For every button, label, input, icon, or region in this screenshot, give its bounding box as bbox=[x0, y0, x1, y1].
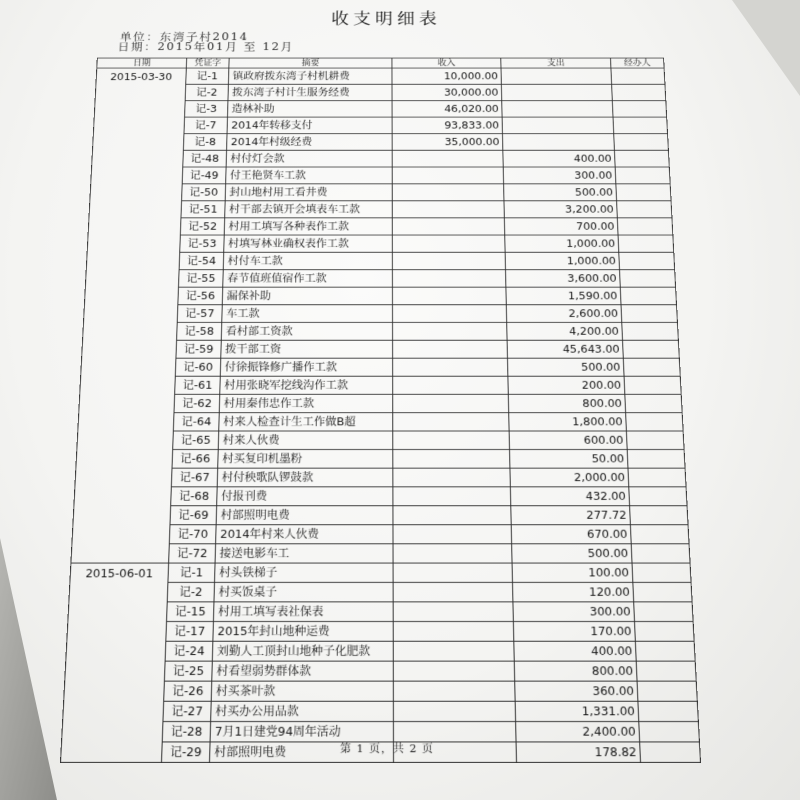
ledger-table-area bbox=[60, 58, 700, 762]
date-cell: 2015-03-30 bbox=[71, 68, 186, 563]
summary-cell: 村买办公用品款 bbox=[211, 701, 394, 721]
handler-cell bbox=[629, 487, 687, 506]
handler-cell bbox=[640, 742, 701, 763]
handler-cell bbox=[630, 525, 689, 544]
handler-cell bbox=[623, 358, 680, 376]
income-cell bbox=[392, 305, 506, 323]
ledger-body bbox=[60, 68, 700, 762]
voucher-cell: 记-29 bbox=[161, 742, 210, 763]
voucher-cell: 记-2 bbox=[167, 582, 214, 601]
expense-cell: 2,000.00 bbox=[510, 468, 629, 487]
handler-cell bbox=[618, 235, 674, 252]
voucher-cell: 记-69 bbox=[170, 506, 217, 525]
summary-cell: 村付车工款 bbox=[223, 252, 392, 269]
header-income: 收入 bbox=[392, 58, 501, 68]
handler-cell bbox=[622, 322, 679, 340]
summary-cell: 村付灯会款 bbox=[226, 150, 392, 167]
expense-cell: 800.00 bbox=[514, 661, 637, 681]
handler-cell bbox=[617, 218, 673, 235]
voucher-cell: 记-24 bbox=[165, 641, 213, 661]
income-cell bbox=[392, 184, 504, 201]
expense-cell: 1,590.00 bbox=[506, 287, 621, 305]
income-cell bbox=[393, 641, 514, 661]
handler-cell bbox=[630, 506, 688, 525]
income-cell bbox=[393, 450, 510, 469]
summary-cell: 村用工填写表社保表 bbox=[213, 602, 393, 622]
handler-cell bbox=[614, 150, 669, 167]
voucher-cell: 记-57 bbox=[177, 305, 222, 323]
expense-cell: 1,000.00 bbox=[505, 235, 619, 252]
summary-cell: 接送电影车工 bbox=[215, 544, 393, 563]
expense-cell: 1,000.00 bbox=[505, 252, 619, 269]
summary-cell: 村填写林业确权表作工款 bbox=[224, 235, 393, 252]
summary-cell: 村买茶叶款 bbox=[211, 681, 393, 701]
header-handler: 经办人 bbox=[610, 58, 664, 68]
voucher-cell: 记-2 bbox=[185, 84, 228, 100]
summary-cell: 村头铁梯子 bbox=[215, 563, 394, 582]
expense-cell: 1,800.00 bbox=[509, 413, 627, 431]
header-expense: 支出 bbox=[501, 58, 611, 68]
voucher-cell: 记-68 bbox=[171, 487, 218, 506]
income-cell bbox=[393, 340, 508, 358]
summary-cell: 拨干部工资 bbox=[221, 340, 393, 358]
summary-cell: 村干部去镇开会填表车工款 bbox=[225, 201, 393, 218]
handler-cell bbox=[634, 602, 693, 622]
summary-cell: 村付秧歌队锣鼓款 bbox=[217, 468, 393, 487]
summary-cell: 封山地村用工看井费 bbox=[225, 184, 392, 201]
summary-cell: 看村部工资款 bbox=[221, 322, 392, 340]
expense-cell: 300.00 bbox=[513, 602, 635, 622]
header-row bbox=[97, 58, 664, 68]
expense-cell: 2,600.00 bbox=[506, 305, 621, 323]
summary-cell: 付王艳贤车工款 bbox=[226, 167, 393, 184]
income-cell bbox=[392, 287, 506, 305]
ledger-sheet bbox=[60, 9, 700, 762]
handler-cell bbox=[627, 450, 685, 469]
voucher-cell: 记-15 bbox=[167, 602, 214, 622]
handler-cell bbox=[628, 468, 686, 487]
summary-cell: 村买复印机墨粉 bbox=[218, 450, 393, 469]
summary-cell: 村部照明电费 bbox=[216, 506, 393, 525]
desk-shadow-bottom-left bbox=[0, 538, 57, 800]
income-cell bbox=[393, 358, 508, 376]
income-cell bbox=[393, 468, 511, 487]
income-cell bbox=[392, 218, 504, 235]
handler-cell bbox=[612, 101, 666, 117]
voucher-cell: 记-7 bbox=[184, 117, 228, 134]
income-cell bbox=[393, 487, 511, 506]
handler-cell bbox=[623, 340, 680, 358]
expense-cell: 300.00 bbox=[503, 167, 616, 184]
income-cell: 46,020.00 bbox=[392, 101, 502, 117]
voucher-cell: 记-53 bbox=[180, 235, 224, 252]
handler-cell bbox=[633, 582, 692, 601]
expense-cell: 3,600.00 bbox=[506, 270, 621, 287]
income-cell bbox=[393, 431, 510, 450]
expense-cell: 200.00 bbox=[508, 376, 625, 394]
expense-cell: 50.00 bbox=[510, 450, 628, 469]
expense-cell: 1,331.00 bbox=[515, 701, 639, 721]
handler-cell bbox=[611, 68, 665, 84]
voucher-cell: 记-52 bbox=[180, 218, 224, 235]
summary-cell: 付徐振锋修广播作工款 bbox=[220, 358, 392, 376]
income-cell bbox=[393, 563, 512, 582]
voucher-cell: 记-17 bbox=[166, 621, 214, 641]
income-cell bbox=[392, 167, 503, 184]
voucher-cell: 记-25 bbox=[164, 661, 212, 681]
voucher-cell: 记-62 bbox=[174, 394, 220, 412]
voucher-cell: 记-1 bbox=[186, 68, 229, 84]
summary-cell: 村买饭桌子 bbox=[214, 582, 393, 601]
expense-cell bbox=[501, 84, 612, 100]
expense-cell: 120.00 bbox=[512, 582, 633, 601]
income-cell bbox=[393, 681, 515, 701]
income-cell bbox=[392, 252, 505, 269]
expense-cell bbox=[501, 68, 612, 84]
expense-cell: 178.82 bbox=[516, 742, 640, 763]
expense-cell: 800.00 bbox=[508, 394, 625, 412]
income-cell bbox=[393, 722, 516, 742]
page-footer: 第 1 页，共 2 页 bbox=[340, 742, 434, 756]
handler-cell bbox=[626, 413, 684, 431]
voucher-cell: 记-64 bbox=[173, 413, 219, 431]
expense-cell bbox=[502, 117, 614, 134]
expense-cell: 600.00 bbox=[509, 431, 627, 450]
voucher-cell: 记-8 bbox=[183, 134, 227, 151]
voucher-cell: 记-48 bbox=[183, 150, 227, 167]
voucher-cell: 记-59 bbox=[176, 340, 221, 358]
date-cell: 2015-06-01 bbox=[60, 563, 168, 762]
summary-cell: 拨东湾子村计生服务经费 bbox=[228, 84, 392, 100]
handler-cell bbox=[638, 701, 698, 721]
table-row bbox=[70, 563, 691, 582]
income-cell bbox=[393, 525, 512, 544]
summary-cell: 春节值班值宿作工款 bbox=[223, 270, 393, 287]
desk-shadow-top-right bbox=[732, 0, 800, 96]
expense-cell bbox=[502, 101, 613, 117]
handler-cell bbox=[621, 305, 677, 323]
voucher-cell: 记-55 bbox=[178, 270, 223, 287]
income-cell: 10,000.00 bbox=[392, 68, 501, 84]
summary-cell: 刘勤人工顶封山地种子化肥款 bbox=[212, 641, 393, 661]
expense-cell: 4,200.00 bbox=[507, 322, 623, 340]
handler-cell bbox=[616, 184, 671, 201]
expense-cell: 2,400.00 bbox=[516, 722, 640, 742]
summary-cell: 7月1日建党94周年活动 bbox=[210, 722, 393, 742]
date-range-label: 日期：2015年01月 至 12月 bbox=[117, 41, 294, 54]
voucher-cell: 记-27 bbox=[163, 701, 211, 721]
voucher-cell: 记-3 bbox=[185, 101, 228, 117]
income-cell bbox=[393, 661, 514, 681]
expense-cell: 500.00 bbox=[504, 184, 617, 201]
voucher-cell: 记-1 bbox=[168, 563, 215, 582]
summary-cell: 2015年封山地种运费 bbox=[213, 621, 393, 641]
voucher-cell: 记-61 bbox=[175, 376, 221, 394]
voucher-cell: 记-56 bbox=[178, 287, 223, 305]
income-cell bbox=[393, 506, 511, 525]
summary-cell: 2014年村级经费 bbox=[227, 134, 393, 151]
expense-cell: 700.00 bbox=[504, 218, 618, 235]
header-summary: 摘要 bbox=[229, 58, 392, 68]
expense-cell: 45,643.00 bbox=[507, 340, 623, 358]
expense-cell: 170.00 bbox=[513, 621, 635, 641]
summary-cell: 村用工填写各种表作工款 bbox=[224, 218, 392, 235]
income-cell: 93,833.00 bbox=[392, 117, 502, 134]
expense-cell: 400.00 bbox=[503, 150, 615, 167]
expense-cell: 432.00 bbox=[510, 487, 629, 506]
handler-cell bbox=[620, 270, 676, 287]
handler-cell bbox=[635, 621, 695, 641]
summary-cell: 造林补助 bbox=[227, 101, 392, 117]
handler-cell bbox=[620, 287, 676, 305]
handler-cell bbox=[637, 681, 697, 701]
handler-cell bbox=[636, 661, 696, 681]
expense-cell: 500.00 bbox=[507, 358, 624, 376]
income-cell: 35,000.00 bbox=[392, 134, 503, 151]
income-cell bbox=[393, 322, 508, 340]
expense-cell: 500.00 bbox=[512, 544, 632, 563]
voucher-cell: 记-66 bbox=[172, 450, 218, 469]
income-cell bbox=[393, 621, 514, 641]
summary-cell: 付报刊费 bbox=[217, 487, 393, 506]
income-cell bbox=[393, 602, 513, 622]
voucher-cell: 记-65 bbox=[173, 431, 219, 450]
handler-cell bbox=[625, 394, 682, 412]
voucher-cell: 记-49 bbox=[182, 167, 226, 184]
voucher-cell: 记-51 bbox=[181, 201, 225, 218]
summary-cell: 2014年村来人伙费 bbox=[216, 525, 393, 544]
handler-cell bbox=[612, 84, 666, 100]
summary-cell: 村来人检查计生工作做B超 bbox=[219, 413, 393, 431]
handler-cell bbox=[615, 167, 670, 184]
expense-cell: 400.00 bbox=[514, 641, 636, 661]
summary-cell: 村用张晓军挖线沟作工款 bbox=[220, 376, 393, 394]
document-header bbox=[97, 9, 663, 58]
voucher-cell: 记-58 bbox=[177, 322, 222, 340]
voucher-cell: 记-26 bbox=[164, 681, 212, 701]
summary-cell: 村部照明电费 bbox=[209, 742, 393, 763]
voucher-cell: 记-72 bbox=[169, 544, 216, 563]
expense-cell: 670.00 bbox=[511, 525, 631, 544]
income-cell bbox=[392, 150, 503, 167]
voucher-cell: 记-50 bbox=[182, 184, 226, 201]
summary-cell: 镇政府拨东湾子村机耕费 bbox=[228, 68, 392, 84]
voucher-cell: 记-28 bbox=[162, 722, 210, 742]
document-title: 收支明细表 bbox=[331, 9, 442, 28]
income-cell bbox=[392, 201, 504, 218]
expense-cell: 100.00 bbox=[512, 563, 633, 582]
voucher-cell: 记-67 bbox=[171, 468, 217, 487]
income-cell bbox=[393, 376, 509, 394]
header-voucher: 凭证字 bbox=[186, 58, 229, 68]
handler-cell bbox=[635, 641, 695, 661]
handler-cell bbox=[626, 431, 684, 450]
expense-cell: 3,200.00 bbox=[504, 201, 617, 218]
income-cell bbox=[393, 701, 515, 721]
income-cell bbox=[393, 394, 509, 412]
income-cell bbox=[392, 235, 505, 252]
handler-cell bbox=[624, 376, 681, 394]
summary-cell: 村用秦伟忠作工款 bbox=[219, 394, 392, 412]
summary-cell: 村来人伙费 bbox=[218, 431, 393, 450]
income-cell bbox=[393, 582, 513, 601]
summary-cell: 村看望弱势群体款 bbox=[212, 661, 394, 681]
handler-cell bbox=[619, 252, 675, 269]
income-cell bbox=[393, 413, 509, 431]
table-row bbox=[96, 68, 665, 84]
summary-cell: 2014年转移支付 bbox=[227, 117, 392, 134]
handler-cell bbox=[617, 201, 672, 218]
ledger-table bbox=[60, 58, 701, 763]
unit-label: 单位：东湾子村2014 bbox=[119, 31, 249, 44]
handler-cell bbox=[613, 117, 668, 134]
handler-cell bbox=[632, 563, 691, 582]
summary-cell: 车工款 bbox=[222, 305, 393, 323]
income-cell bbox=[393, 544, 512, 563]
header-date: 日期 bbox=[97, 58, 187, 68]
income-cell: 30,000.00 bbox=[392, 84, 502, 100]
voucher-cell: 记-60 bbox=[175, 358, 220, 376]
summary-cell: 漏保补助 bbox=[222, 287, 392, 305]
handler-cell bbox=[614, 134, 669, 151]
voucher-cell: 记-54 bbox=[179, 252, 224, 269]
income-cell bbox=[392, 270, 505, 287]
expense-cell bbox=[502, 134, 614, 151]
handler-cell bbox=[631, 544, 690, 563]
voucher-cell: 记-70 bbox=[169, 525, 216, 544]
expense-cell: 277.72 bbox=[511, 506, 631, 525]
expense-cell: 360.00 bbox=[515, 681, 638, 701]
handler-cell bbox=[639, 722, 700, 742]
